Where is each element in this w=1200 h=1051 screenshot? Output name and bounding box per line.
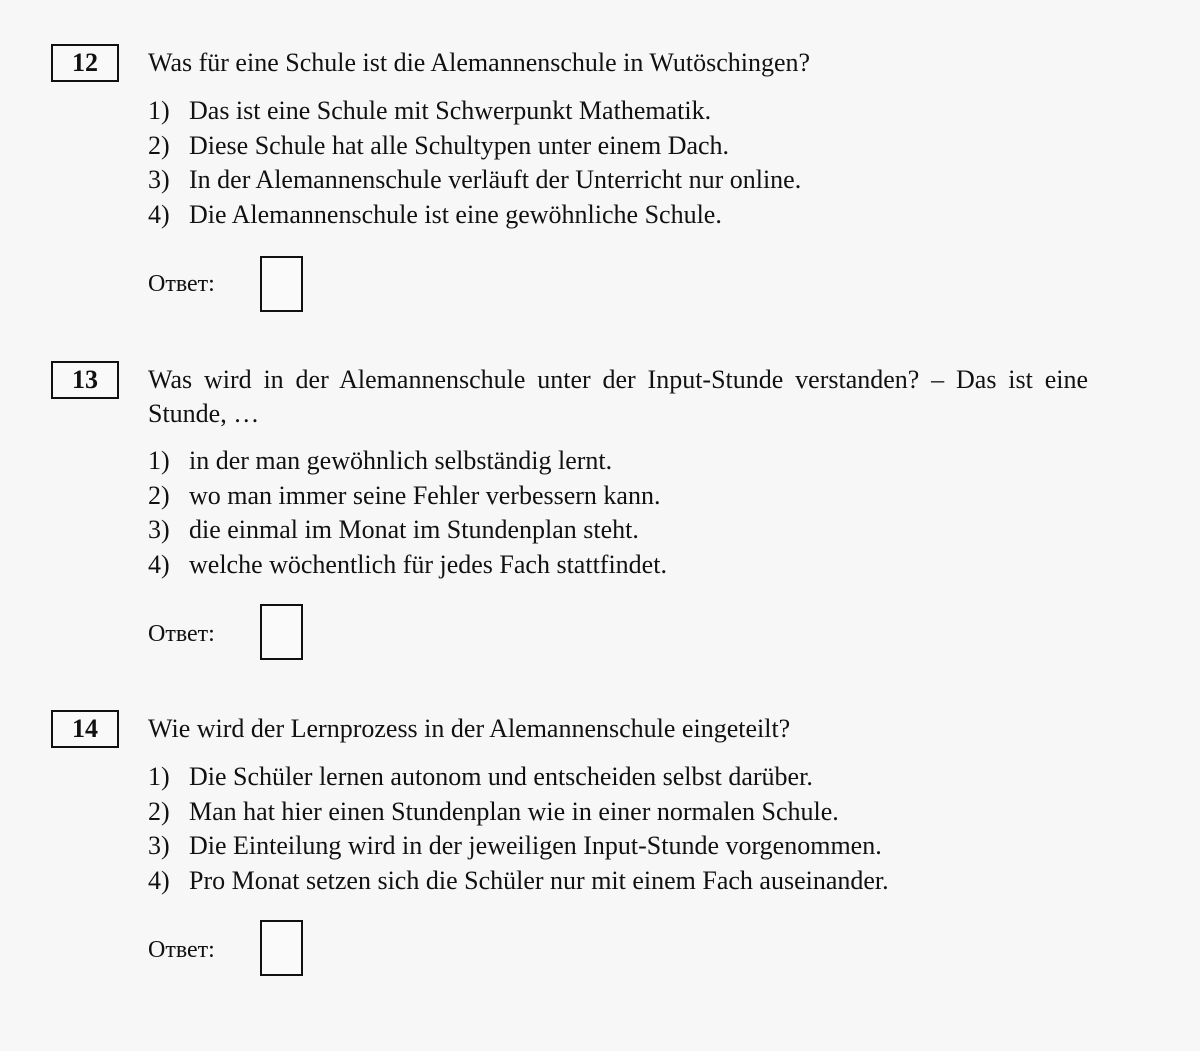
option-number: 4) bbox=[148, 200, 170, 230]
option-number: 4) bbox=[148, 550, 170, 580]
answer-box[interactable] bbox=[260, 604, 303, 660]
option-item bbox=[148, 94, 801, 129]
option-item bbox=[148, 864, 889, 899]
answer-label: Ответ: bbox=[148, 621, 215, 647]
option-item bbox=[148, 129, 801, 164]
answer-options bbox=[148, 94, 801, 233]
question-text: Was für eine Schule ist die Alemannenschule in Wutöschingen? bbox=[148, 48, 811, 77]
option-text: Man hat hier einen Stundenplan wie in einer normalen Schule. bbox=[189, 796, 839, 826]
task-number-box: 13 bbox=[51, 361, 119, 399]
option-number: 3) bbox=[148, 831, 170, 861]
option-text: Diese Schule hat alle Schultypen unter einem Dach. bbox=[189, 130, 730, 160]
option-text: Die Einteilung wird in der jeweiligen Input-Stunde vorgenommen. bbox=[189, 831, 882, 861]
option-item bbox=[148, 829, 889, 864]
option-item bbox=[148, 163, 801, 198]
option-text: Die Alemannenschule ist eine gewöhnliche Schule. bbox=[189, 200, 722, 230]
question-text: Was wird in der Alemannenschule unter der Input-Stunde verstanden? – Das ist eine Stunde, … bbox=[148, 365, 1088, 428]
task-number-box: 12 bbox=[51, 44, 119, 82]
option-number: 2) bbox=[148, 130, 170, 160]
option-number: 3) bbox=[148, 515, 170, 545]
option-number: 3) bbox=[148, 165, 170, 195]
answer-options bbox=[148, 760, 889, 899]
option-item bbox=[148, 548, 667, 583]
option-number: 2) bbox=[148, 796, 170, 826]
option-item bbox=[148, 198, 801, 233]
option-text: wo man immer seine Fehler verbessern kann. bbox=[189, 480, 661, 510]
option-number: 1) bbox=[148, 446, 170, 475]
option-text: Die Schüler lernen autonom und entscheiden selbst darüber. bbox=[189, 762, 813, 791]
answer-label: Ответ: bbox=[148, 271, 215, 297]
answer-options bbox=[148, 444, 667, 583]
option-text: welche wöchentlich für jedes Fach stattfindet. bbox=[189, 550, 667, 580]
question-text: Wie wird der Lernprozess in der Alemannenschule eingeteilt? bbox=[148, 714, 791, 743]
option-text: Pro Monat setzen sich die Schüler nur mit einem Fach auseinander. bbox=[189, 866, 889, 896]
option-item bbox=[148, 479, 667, 514]
option-number: 2) bbox=[148, 480, 170, 510]
option-item bbox=[148, 513, 667, 548]
option-number: 1) bbox=[148, 96, 170, 125]
option-text: in der man gewöhnlich selbständig lernt. bbox=[189, 446, 613, 475]
option-number: 4) bbox=[148, 866, 170, 896]
option-text: Das ist eine Schule mit Schwerpunkt Mathematik. bbox=[189, 96, 712, 125]
answer-box[interactable] bbox=[260, 920, 303, 976]
answer-box[interactable] bbox=[260, 256, 303, 312]
option-text: In der Alemannenschule verläuft der Unterricht nur online. bbox=[189, 165, 802, 195]
option-item bbox=[148, 444, 667, 479]
answer-label: Ответ: bbox=[148, 937, 215, 963]
option-item bbox=[148, 760, 889, 795]
task-number-box: 14 bbox=[51, 710, 119, 748]
option-number: 1) bbox=[148, 762, 170, 791]
option-text: die einmal im Monat im Stundenplan steht. bbox=[189, 515, 639, 545]
option-item bbox=[148, 795, 889, 830]
